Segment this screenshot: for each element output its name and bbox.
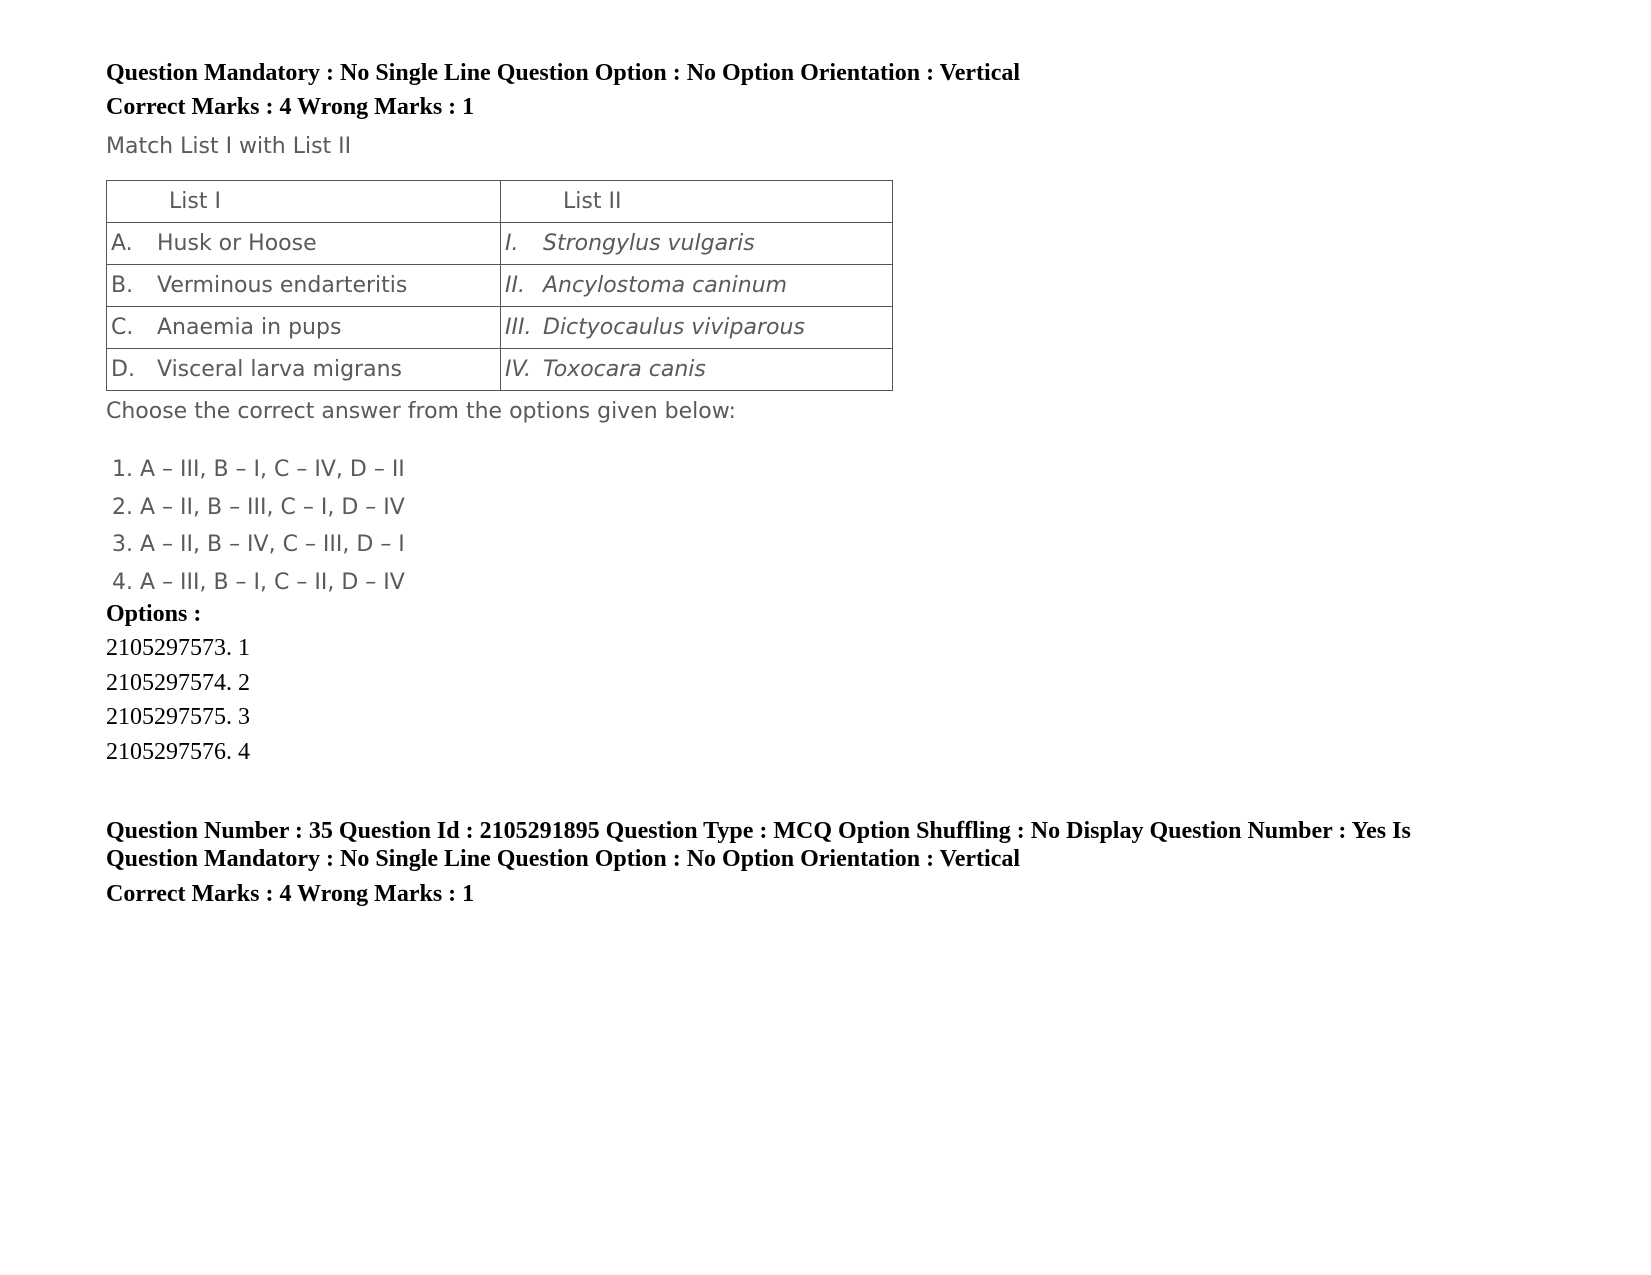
list-1-text: Visceral larva migrans (157, 357, 402, 382)
answer-choice: 3. A – II, B – IV, C – III, D – I (112, 532, 405, 557)
answer-choice: 2. A – II, B – III, C – I, D – IV (112, 494, 405, 520)
list-2-cell (501, 265, 893, 307)
list-1-cell (107, 265, 501, 307)
next-question-header (106, 817, 1546, 911)
choose-answer-text: Choose the correct answer from the options given below: (106, 399, 736, 424)
table-row (107, 223, 893, 265)
list-2-text: Dictyocaulus viviparous (543, 315, 805, 340)
list-2-cell (501, 307, 893, 349)
question-instruction: Match List I with List II (106, 134, 352, 159)
marks-line: Correct Marks : 4 Wrong Marks : 1 (106, 881, 475, 907)
list-1-text: Anaemia in pups (157, 315, 342, 340)
list-1-header: List I (107, 181, 501, 223)
question-meta (106, 56, 1546, 124)
list-2-text: Strongylus vulgaris (543, 231, 755, 256)
list-1-cell (107, 349, 501, 391)
option-item: 2105297576. 4 (106, 738, 250, 765)
option-item: 2105297575. 3 (106, 704, 250, 730)
table-row (107, 349, 893, 391)
list-2-label: III. (505, 315, 532, 340)
table-row (107, 265, 893, 307)
list-1-text: Verminous endarteritis (157, 273, 408, 298)
answer-choice: 4. A – III, B – I, C – II, D – IV (112, 569, 405, 595)
list-2-label: I. (505, 231, 519, 256)
question-meta-line: Question Mandatory : No Single Line Question Option : No Option Orientation : Vertical (106, 60, 1021, 86)
list-1-label: A. (111, 231, 133, 256)
list-2-header: List II (501, 181, 893, 223)
question-page (106, 56, 1546, 911)
table-header-row (107, 181, 893, 223)
question-info-line: Question Number : 35 Question Id : 2105291895 Question Type : MCQ Option Shuffling : No Display Question Number : Yes Is (106, 818, 1411, 844)
options-label: Options : (106, 601, 202, 627)
list-2-text: Toxocara canis (543, 357, 706, 382)
answer-choices (106, 451, 1546, 601)
match-table (106, 180, 893, 391)
list-2-label: II. (505, 273, 525, 298)
options-list (106, 631, 1546, 769)
answer-choice: 1. A – III, B – I, C – IV, D – II (112, 457, 405, 482)
question-meta-line: Question Mandatory : No Single Line Question Option : No Option Orientation : Vertical (106, 846, 1021, 872)
list-2-cell (501, 223, 893, 265)
list-2-cell (501, 349, 893, 391)
marks-line: Correct Marks : 4 Wrong Marks : 1 (106, 94, 475, 120)
list-1-label: D. (111, 357, 135, 382)
list-2-text: Ancylostoma caninum (543, 273, 788, 298)
option-item: 2105297574. 2 (106, 669, 250, 696)
list-2-label: IV. (505, 357, 532, 382)
option-item: 2105297573. 1 (106, 635, 250, 661)
list-1-text: Husk or Hoose (157, 231, 317, 256)
list-1-label: C. (111, 315, 134, 340)
table-row (107, 307, 893, 349)
list-1-cell (107, 223, 501, 265)
list-1-cell (107, 307, 501, 349)
list-1-label: B. (111, 273, 134, 298)
